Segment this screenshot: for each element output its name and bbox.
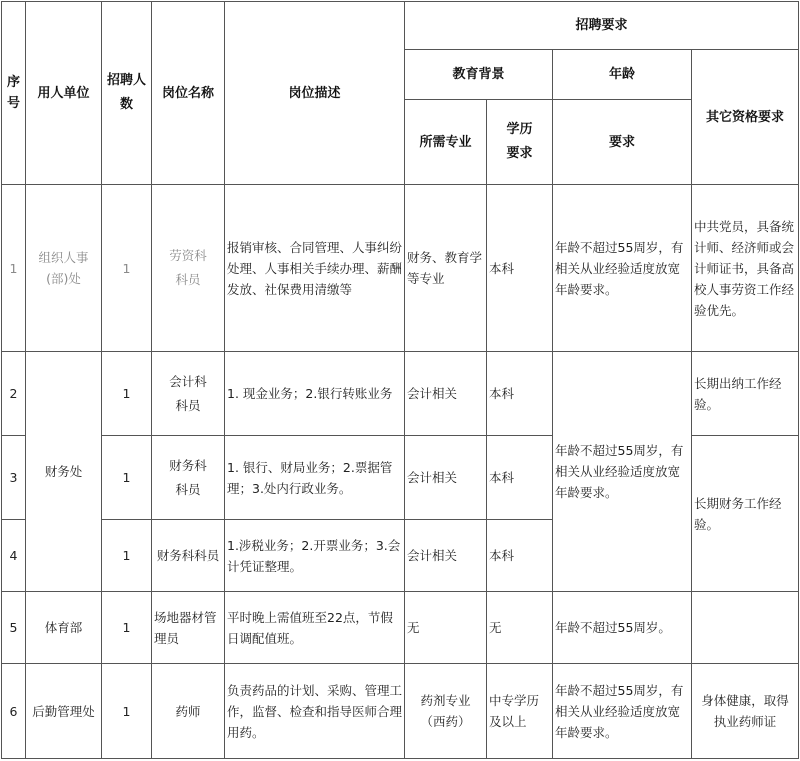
row-3-position: 财务科科员: [152, 436, 225, 520]
row-1-seq: 1: [2, 185, 26, 352]
header-age: 年龄: [553, 50, 692, 100]
header-other: 其它资格要求: [692, 50, 799, 185]
header-position: 岗位名称: [152, 2, 225, 185]
row-5-other: [692, 592, 799, 664]
row-3-other: 长期财务工作经验。: [692, 436, 799, 592]
header-requirements: 招聘要求: [405, 2, 799, 50]
row-5-position: 场地器材管理员: [152, 592, 225, 664]
row-1-position: 劳资科科员: [152, 185, 225, 352]
row-5-description: 平时晚上需值班至22点，节假日调配值班。: [225, 592, 405, 664]
row-6-count: 1: [102, 664, 152, 759]
table-row: [2, 352, 799, 436]
header-major: 所需专业: [405, 100, 487, 185]
row-6-unit: 后勤管理处: [26, 664, 102, 759]
header-count: 招聘人数: [102, 2, 152, 185]
row-2-count: 1: [102, 352, 152, 436]
row-2-unit: 财务处: [26, 352, 102, 592]
row-4-description: 1.涉税业务；2.开票业务；3.会计凭证整理。: [225, 520, 405, 592]
row-2-degree: 本科: [487, 352, 553, 436]
table-row: [2, 185, 799, 352]
row-3-description: 1. 银行、财局业务；2.票据管理；3.处内行政业务。: [225, 436, 405, 520]
row-5-major: 无: [405, 592, 487, 664]
row-5-seq: 5: [2, 592, 26, 664]
row-6-description: 负责药品的计划、采购、管理工作，监督、检查和指导医师合理用药。: [225, 664, 405, 759]
row-2-position: 会计科科员: [152, 352, 225, 436]
row-1-degree: 本科: [487, 185, 553, 352]
row-5-unit: 体育部: [26, 592, 102, 664]
header-unit: 用人单位: [26, 2, 102, 185]
header-description: 岗位描述: [225, 2, 405, 185]
table-row: [2, 592, 799, 664]
row-2-description: 1. 现金业务；2.银行转账业务: [225, 352, 405, 436]
row-2-other: 长期出纳工作经验。: [692, 352, 799, 436]
row-3-seq: 3: [2, 436, 26, 520]
header-education: 教育背景: [405, 50, 553, 100]
row-4-seq: 4: [2, 520, 26, 592]
row-6-degree: 中专学历及以上: [487, 664, 553, 759]
row-3-count: 1: [102, 436, 152, 520]
header-degree: 学历要求: [487, 100, 553, 185]
table-row: [2, 664, 799, 759]
header-seq: 序号: [2, 2, 26, 185]
row-2-age: 年龄不超过55周岁，有相关从业经验适度放宽年龄要求。: [553, 352, 692, 592]
row-4-degree: 本科: [487, 520, 553, 592]
row-1-major: 财务、教育学等专业: [405, 185, 487, 352]
row-2-seq: 2: [2, 352, 26, 436]
row-1-age: 年龄不超过55周岁，有相关从业经验适度放宽年龄要求。: [553, 185, 692, 352]
header-age-requirement: 要求: [553, 100, 692, 185]
row-1-unit: 组织人事(部)处: [26, 185, 102, 352]
row-1-count: 1: [102, 185, 152, 352]
row-4-count: 1: [102, 520, 152, 592]
row-4-position: 财务科科员: [152, 520, 225, 592]
row-1-description: 报销审核、合同管理、人事纠纷处理、人事相关手续办理、薪酬发放、社保费用清缴等: [225, 185, 405, 352]
row-5-count: 1: [102, 592, 152, 664]
row-6-other: 身体健康，取得执业药师证: [692, 664, 799, 759]
row-6-major: 药剂专业（西药）: [405, 664, 487, 759]
row-6-position: 药师: [152, 664, 225, 759]
row-3-major: 会计相关: [405, 436, 487, 520]
recruitment-table: [1, 1, 799, 759]
row-5-age: 年龄不超过55周岁。: [553, 592, 692, 664]
row-5-degree: 无: [487, 592, 553, 664]
row-6-age: 年龄不超过55周岁，有相关从业经验适度放宽年龄要求。: [553, 664, 692, 759]
row-4-major: 会计相关: [405, 520, 487, 592]
row-2-major: 会计相关: [405, 352, 487, 436]
row-3-degree: 本科: [487, 436, 553, 520]
row-1-other: 中共党员，具备统计师、经济师或会计师证书，具备高校人事劳资工作经验优先。: [692, 185, 799, 352]
row-6-seq: 6: [2, 664, 26, 759]
